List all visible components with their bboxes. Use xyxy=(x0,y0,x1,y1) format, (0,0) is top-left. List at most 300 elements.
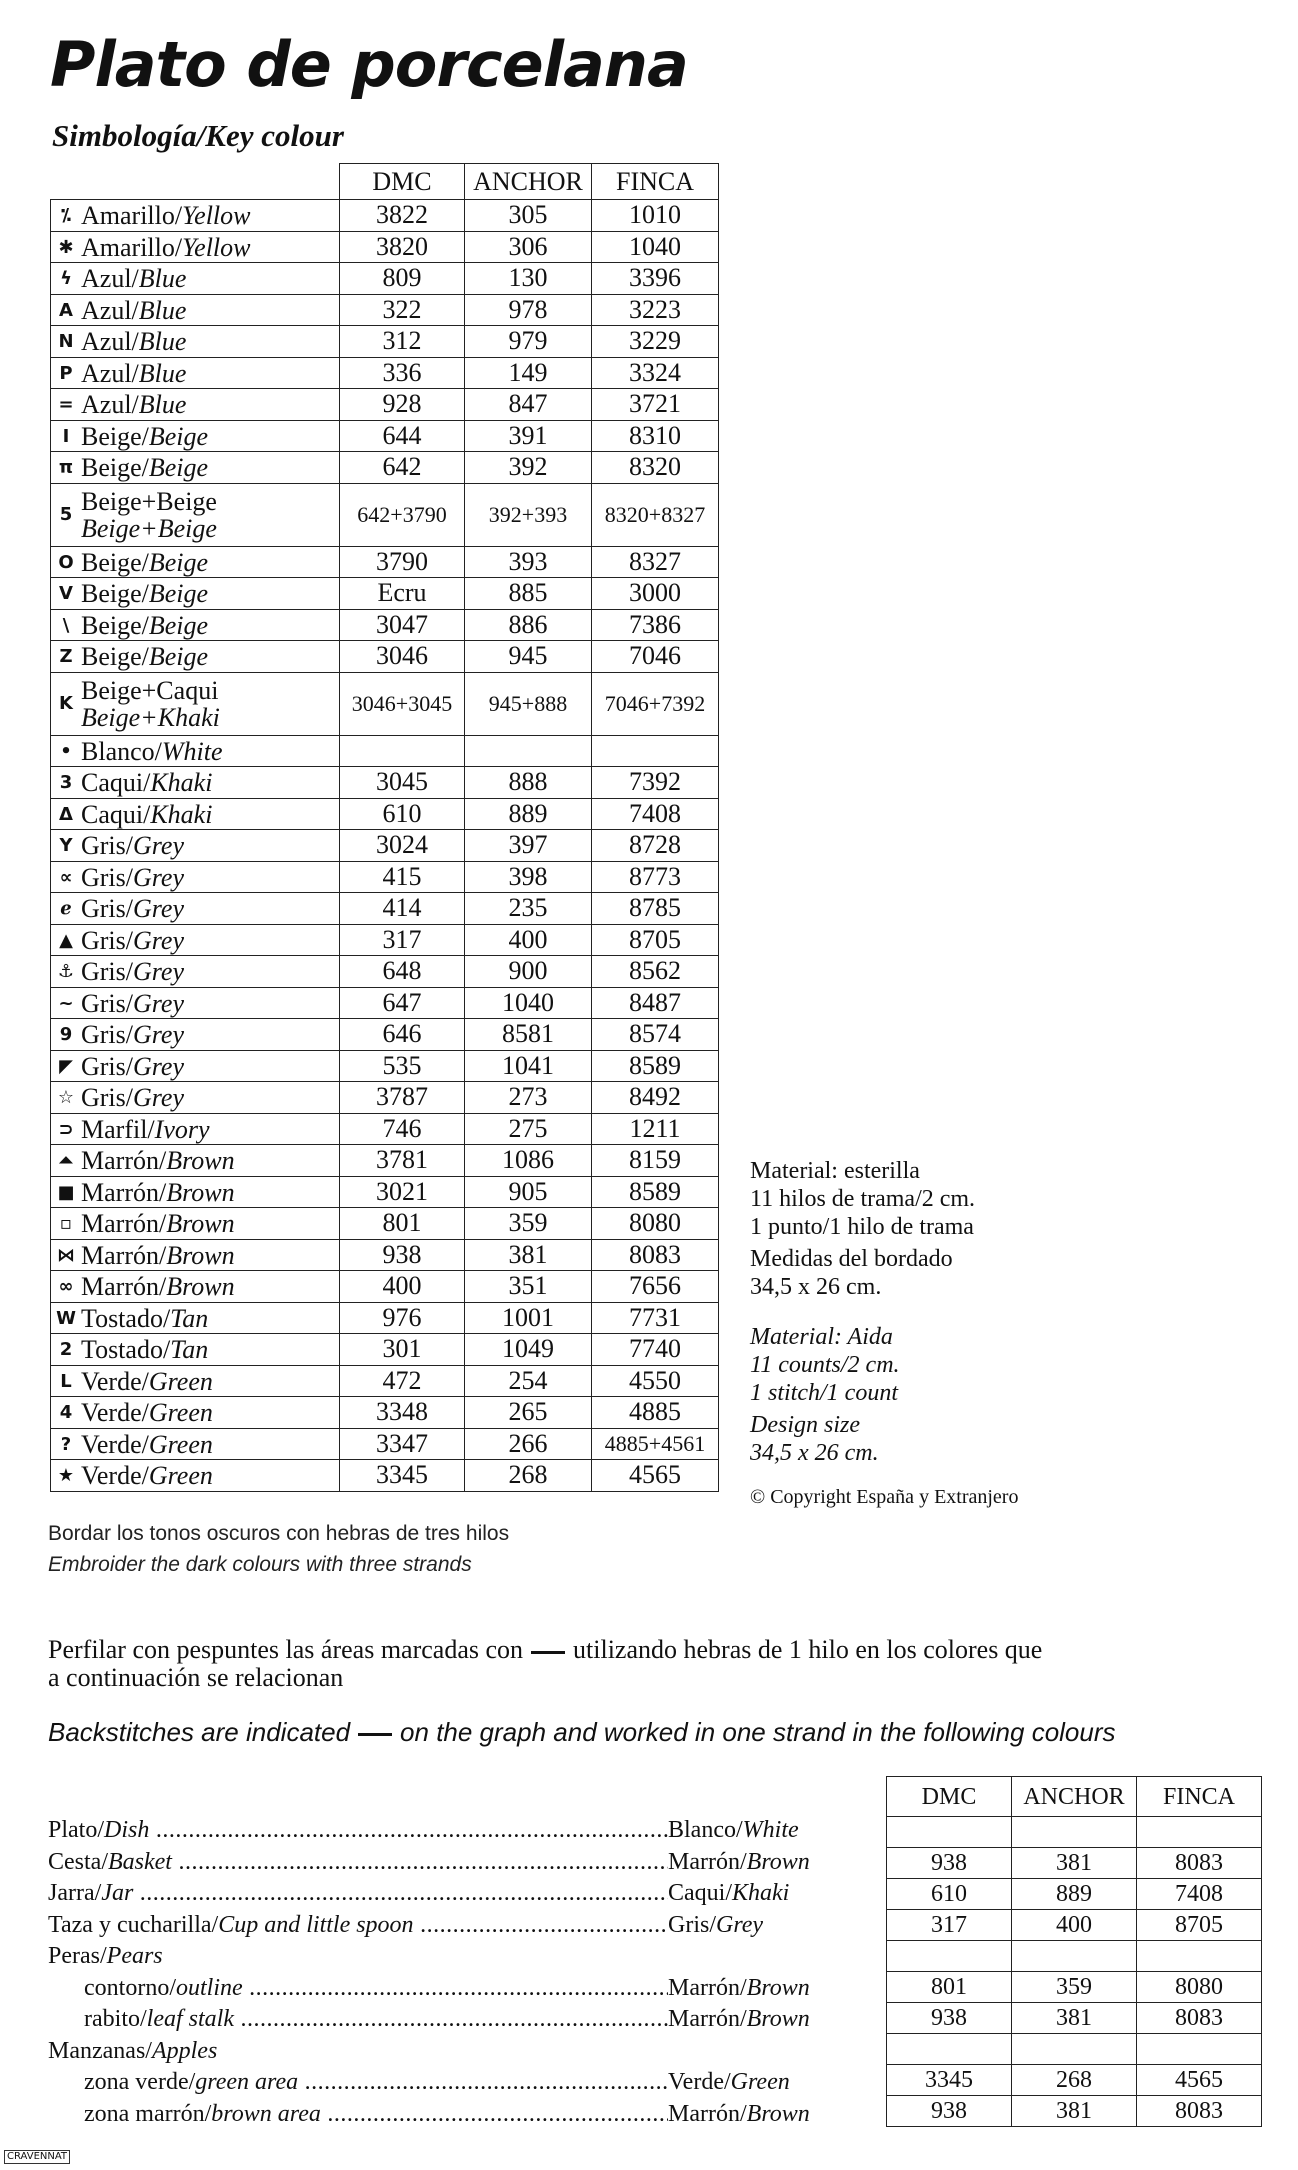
dmc-cell: 3347 xyxy=(340,1428,465,1460)
symbol-icon: V xyxy=(59,583,73,605)
key-row xyxy=(51,861,719,893)
key-color-name: ⚓ Gris/Grey xyxy=(51,956,340,988)
credit-stamp: CRAVENNAT xyxy=(4,2150,70,2164)
color-key-table xyxy=(50,163,719,1492)
backstitch-line-icon xyxy=(531,1651,565,1654)
backstitch-row xyxy=(887,2034,1262,2065)
backstitch-item: contorno/outline ..... Marrón/Brown xyxy=(48,1973,856,2004)
symbol-icon: ϟ xyxy=(60,268,72,290)
page-title: Plato de porcelana xyxy=(50,28,688,101)
backstitch-item: zona marrón/brown area ..... Marrón/Brown xyxy=(48,2099,856,2130)
symbol-icon: I xyxy=(62,425,70,447)
anchor-cell: 8581 xyxy=(465,1019,592,1051)
material-en-2: 11 counts/2 cm. xyxy=(750,1352,900,1378)
symbol-icon: ▲ xyxy=(59,929,73,951)
anchor-cell: 235 xyxy=(465,893,592,925)
material-en-1: Material: Aida xyxy=(750,1324,893,1350)
bs-anchor-cell xyxy=(1012,1817,1137,1848)
finca-cell: 4550 xyxy=(592,1365,719,1397)
anchor-cell xyxy=(465,735,592,767)
bs-finca-cell xyxy=(1137,2034,1262,2065)
key-color-name: W Tostado/Tan xyxy=(51,1302,340,1334)
bs-anchor-cell: 400 xyxy=(1012,1910,1137,1941)
finca-cell: 8562 xyxy=(592,956,719,988)
bs-finca-cell: 4565 xyxy=(1137,2065,1262,2096)
key-row xyxy=(51,609,719,641)
anchor-cell: 392 xyxy=(465,452,592,484)
key-color-name: • Blanco/White xyxy=(51,735,340,767)
anchor-cell: 275 xyxy=(465,1113,592,1145)
header-anchor: ANCHOR xyxy=(465,164,592,200)
key-row xyxy=(51,420,719,452)
finca-cell: 8310 xyxy=(592,420,719,452)
key-row xyxy=(51,830,719,862)
dmc-cell: 472 xyxy=(340,1365,465,1397)
dmc-cell: 746 xyxy=(340,1113,465,1145)
key-color-name: ∝ Gris/Grey xyxy=(51,861,340,893)
dmc-cell: 976 xyxy=(340,1302,465,1334)
anchor-cell: 1086 xyxy=(465,1145,592,1177)
finca-cell: 8773 xyxy=(592,861,719,893)
finca-cell: 3721 xyxy=(592,389,719,421)
backstitch-row xyxy=(887,2065,1262,2096)
anchor-cell: 978 xyxy=(465,294,592,326)
key-row xyxy=(51,735,719,767)
dmc-cell: 312 xyxy=(340,326,465,358)
dmc-cell: 3822 xyxy=(340,200,465,232)
dmc-cell: 648 xyxy=(340,956,465,988)
symbol-icon: L xyxy=(60,1370,72,1392)
key-row xyxy=(51,1082,719,1114)
header-finca: FINCA xyxy=(592,164,719,200)
anchor-cell: 847 xyxy=(465,389,592,421)
symbol-icon: ★ xyxy=(57,1465,75,1487)
bs-finca-cell xyxy=(1137,1941,1262,1972)
header-dmc: DMC xyxy=(340,164,465,200)
finca-cell: 3324 xyxy=(592,357,719,389)
symbol-icon: A xyxy=(59,299,73,321)
key-color-name: Z Beige/Beige xyxy=(51,641,340,673)
key-color-name: ✱ Amarillo/Yellow xyxy=(51,231,340,263)
backstitch-row xyxy=(887,1910,1262,1941)
finca-cell: 8785 xyxy=(592,893,719,925)
anchor-cell: 359 xyxy=(465,1208,592,1240)
dmc-cell: 301 xyxy=(340,1334,465,1366)
key-color-name: I Beige/Beige xyxy=(51,420,340,452)
symbol-icon: O xyxy=(58,551,74,573)
bs-finca-cell: 8083 xyxy=(1137,2003,1262,2034)
finca-cell: 8705 xyxy=(592,924,719,956)
symbol-icon: K xyxy=(59,693,73,714)
backstitch-row xyxy=(887,2096,1262,2127)
finca-cell: 1211 xyxy=(592,1113,719,1145)
backstitch-row xyxy=(887,1972,1262,2003)
symbol-icon: ℯ xyxy=(60,898,72,920)
backstitch-item: Jarra/Jar ..... Caqui/Khaki xyxy=(48,1878,856,1909)
finca-cell: 8320+8327 xyxy=(592,483,719,546)
dmc-cell: 642+3790 xyxy=(340,483,465,546)
symbol-icon: ⁒ xyxy=(60,205,71,227)
backstitch-row xyxy=(887,1817,1262,1848)
key-row xyxy=(51,326,719,358)
finca-cell: 8728 xyxy=(592,830,719,862)
anchor-cell: 945 xyxy=(465,641,592,673)
finca-cell: 8159 xyxy=(592,1145,719,1177)
anchor-cell: 265 xyxy=(465,1397,592,1429)
key-row xyxy=(51,1428,719,1460)
backstitch-item: Cesta/Basket ..... Marrón/Brown xyxy=(48,1847,856,1878)
bs-anchor-cell xyxy=(1012,2034,1137,2065)
finca-cell: 7408 xyxy=(592,798,719,830)
dmc-cell: 415 xyxy=(340,861,465,893)
symbol-icon: ■ xyxy=(57,1181,75,1203)
key-row xyxy=(51,1050,719,1082)
finca-cell: 7392 xyxy=(592,767,719,799)
bs-header-anchor: ANCHOR xyxy=(1012,1777,1137,1817)
key-row xyxy=(51,1176,719,1208)
bs-dmc-cell: 801 xyxy=(887,1972,1012,2003)
material-es-2: 11 hilos de trama/2 cm. xyxy=(750,1186,976,1212)
anchor-cell: 1001 xyxy=(465,1302,592,1334)
finca-cell: 7740 xyxy=(592,1334,719,1366)
backstitch-row xyxy=(887,1848,1262,1879)
key-color-name: V Beige/Beige xyxy=(51,578,340,610)
bs-dmc-cell: 938 xyxy=(887,2096,1012,2127)
anchor-cell: 889 xyxy=(465,798,592,830)
symbol-icon: Δ xyxy=(59,803,73,825)
bs-anchor-cell: 889 xyxy=(1012,1879,1137,1910)
bs-anchor-cell: 381 xyxy=(1012,1848,1137,1879)
key-row xyxy=(51,546,719,578)
key-color-name: ■ Marrón/Brown xyxy=(51,1176,340,1208)
dmc-cell: Ecru xyxy=(340,578,465,610)
bs-header-finca: FINCA xyxy=(1137,1777,1262,1817)
dmc-cell: 317 xyxy=(340,924,465,956)
key-color-name: ◤ Gris/Grey xyxy=(51,1050,340,1082)
finca-cell: 8492 xyxy=(592,1082,719,1114)
copyright-notice: © Copyright España y Extranjero xyxy=(750,1486,1019,1508)
backstitch-row xyxy=(887,2003,1262,2034)
key-color-name: 9 Gris/Grey xyxy=(51,1019,340,1051)
finca-cell: 1010 xyxy=(592,200,719,232)
key-header-row xyxy=(51,164,719,200)
dmc-cell: 322 xyxy=(340,294,465,326)
symbol-icon: ⏶ xyxy=(58,1150,74,1172)
anchor-cell: 1049 xyxy=(465,1334,592,1366)
dmc-cell: 646 xyxy=(340,1019,465,1051)
key-color-name: ~ Gris/Grey xyxy=(51,987,340,1019)
finca-cell: 3396 xyxy=(592,263,719,295)
dmc-cell: 3024 xyxy=(340,830,465,862)
dmc-cell: 3046 xyxy=(340,641,465,673)
dmc-cell: 3348 xyxy=(340,1397,465,1429)
key-color-name: ⏶ Marrón/Brown xyxy=(51,1145,340,1177)
backstitch-item: Plato/Dish ..... Blanco/White xyxy=(48,1815,856,1846)
symbol-icon: P xyxy=(59,362,73,384)
finca-cell: 8589 xyxy=(592,1050,719,1082)
symbol-icon: 9 xyxy=(59,1024,73,1046)
anchor-cell: 400 xyxy=(465,924,592,956)
anchor-cell: 254 xyxy=(465,1365,592,1397)
key-row xyxy=(51,1145,719,1177)
backstitch-table-body xyxy=(887,1817,1262,2127)
dmc-cell: 3781 xyxy=(340,1145,465,1177)
material-es-1: Material: esterilla xyxy=(750,1158,920,1184)
dmc-cell: 3045 xyxy=(340,767,465,799)
key-row xyxy=(51,578,719,610)
anchor-cell: 130 xyxy=(465,263,592,295)
key-color-name: 2 Tostado/Tan xyxy=(51,1334,340,1366)
key-row xyxy=(51,893,719,925)
finca-cell: 4885+4561 xyxy=(592,1428,719,1460)
dmc-cell: 535 xyxy=(340,1050,465,1082)
anchor-cell: 381 xyxy=(465,1239,592,1271)
key-row xyxy=(51,200,719,232)
dmc-cell: 3046+3045 xyxy=(340,672,465,735)
anchor-cell: 393 xyxy=(465,546,592,578)
key-row xyxy=(51,483,719,546)
backstitch-line-icon xyxy=(358,1733,392,1736)
dmc-cell: 809 xyxy=(340,263,465,295)
symbol-icon: 3 xyxy=(59,772,73,794)
bs-anchor-cell: 381 xyxy=(1012,2096,1137,2127)
key-row xyxy=(51,924,719,956)
finca-cell: 7046+7392 xyxy=(592,672,719,735)
dmc-cell: 336 xyxy=(340,357,465,389)
bs-dmc-cell: 317 xyxy=(887,1910,1012,1941)
key-row xyxy=(51,357,719,389)
symbol-icon: ◤ xyxy=(59,1055,73,1077)
finca-cell: 7386 xyxy=(592,609,719,641)
anchor-cell: 905 xyxy=(465,1176,592,1208)
key-row xyxy=(51,1271,719,1303)
bs-dmc-cell xyxy=(887,1941,1012,1972)
bs-finca-cell xyxy=(1137,1817,1262,1848)
material-en-3: 1 stitch/1 count xyxy=(750,1380,898,1406)
anchor-cell: 979 xyxy=(465,326,592,358)
key-row xyxy=(51,1208,719,1240)
key-row xyxy=(51,263,719,295)
key-color-name: = Azul/Blue xyxy=(51,389,340,421)
anchor-cell: 305 xyxy=(465,200,592,232)
bs-dmc-cell: 938 xyxy=(887,2003,1012,2034)
key-row xyxy=(51,389,719,421)
symbol-icon: ~ xyxy=(58,992,74,1014)
anchor-cell: 900 xyxy=(465,956,592,988)
key-row xyxy=(51,956,719,988)
key-color-name: ∞ Marrón/Brown xyxy=(51,1271,340,1303)
key-row xyxy=(51,641,719,673)
symbol-icon: Z xyxy=(59,646,73,668)
key-row xyxy=(51,1302,719,1334)
key-color-name: Δ Caqui/Khaki xyxy=(51,798,340,830)
finca-cell: 7731 xyxy=(592,1302,719,1334)
key-color-name: ▫ Marrón/Brown xyxy=(51,1208,340,1240)
anchor-cell: 351 xyxy=(465,1271,592,1303)
backstitch-instructions-es-2: a continuación se relacionan xyxy=(48,1663,344,1692)
finca-cell: 7046 xyxy=(592,641,719,673)
anchor-cell: 306 xyxy=(465,231,592,263)
symbol-icon: π xyxy=(58,457,74,479)
key-color-name: 4 Verde/Green xyxy=(51,1397,340,1429)
finca-cell: 4565 xyxy=(592,1460,719,1492)
finca-cell: 8083 xyxy=(592,1239,719,1271)
backstitch-item: Peras/Pears xyxy=(48,1943,163,1969)
key-row xyxy=(51,798,719,830)
dmc-cell: 3820 xyxy=(340,231,465,263)
anchor-cell: 398 xyxy=(465,861,592,893)
symbol-icon: 5 xyxy=(59,504,73,525)
symbol-icon: ⊃ xyxy=(58,1118,74,1140)
key-color-name: P Azul/Blue xyxy=(51,357,340,389)
dmc-cell: 928 xyxy=(340,389,465,421)
note-spanish: Bordar los tonos oscuros con hebras de tres hilos xyxy=(48,1522,510,1545)
key-row xyxy=(51,1365,719,1397)
material-en-5: 34,5 x 26 cm. xyxy=(750,1440,879,1466)
material-en-4: Design size xyxy=(750,1412,860,1438)
anchor-cell: 149 xyxy=(465,357,592,389)
key-row xyxy=(51,1460,719,1492)
symbol-icon: • xyxy=(60,740,72,762)
finca-cell: 3229 xyxy=(592,326,719,358)
bs-finca-cell: 7408 xyxy=(1137,1879,1262,1910)
key-row xyxy=(51,1113,719,1145)
material-es-5: 34,5 x 26 cm. xyxy=(750,1274,882,1300)
dmc-cell: 414 xyxy=(340,893,465,925)
key-heading: Simbología/Key colour xyxy=(52,118,344,153)
bs-dmc-cell: 610 xyxy=(887,1879,1012,1910)
finca-cell: 8589 xyxy=(592,1176,719,1208)
key-row xyxy=(51,767,719,799)
dmc-cell: 610 xyxy=(340,798,465,830)
symbol-icon: ∝ xyxy=(59,866,73,888)
key-color-name: π Beige/Beige xyxy=(51,452,340,484)
key-color-name: N Azul/Blue xyxy=(51,326,340,358)
key-row xyxy=(51,987,719,1019)
backstitch-color-table xyxy=(886,1776,1262,2127)
symbol-icon: 2 xyxy=(59,1339,73,1361)
backstitch-item: rabito/leaf stalk ..... Marrón/Brown xyxy=(48,2004,856,2035)
finca-cell: 4885 xyxy=(592,1397,719,1429)
anchor-cell: 1041 xyxy=(465,1050,592,1082)
dmc-cell: 647 xyxy=(340,987,465,1019)
key-color-name: ▲ Gris/Grey xyxy=(51,924,340,956)
symbol-icon: Y xyxy=(59,835,73,857)
bs-anchor-cell: 381 xyxy=(1012,2003,1137,2034)
material-es-4: Medidas del bordado xyxy=(750,1246,953,1272)
dmc-cell: 644 xyxy=(340,420,465,452)
key-color-name: ϟ Azul/Blue xyxy=(51,263,340,295)
key-color-name: K Beige+Caqui Beige+Khaki xyxy=(51,672,340,735)
finca-cell: 7656 xyxy=(592,1271,719,1303)
key-color-name: ⋈ Marrón/Brown xyxy=(51,1239,340,1271)
bs-finca-cell: 8083 xyxy=(1137,1848,1262,1879)
key-row xyxy=(51,672,719,735)
backstitch-row xyxy=(887,1879,1262,1910)
key-row xyxy=(51,1397,719,1429)
symbol-icon: W xyxy=(56,1307,76,1329)
key-table-body xyxy=(51,200,719,1492)
anchor-cell: 888 xyxy=(465,767,592,799)
backstitch-instructions-en: Backstitches are indicated on the graph and worked in one strand in the following colours xyxy=(48,1717,1116,1747)
bs-dmc-cell xyxy=(887,2034,1012,2065)
key-color-name: ℯ Gris/Grey xyxy=(51,893,340,925)
backstitch-item: Manzanas/Apples xyxy=(48,2037,218,2064)
finca-cell: 1040 xyxy=(592,231,719,263)
symbol-icon: ? xyxy=(60,1433,72,1455)
dmc-cell: 3021 xyxy=(340,1176,465,1208)
symbol-icon: ⋈ xyxy=(57,1244,75,1266)
symbol-icon: 4 xyxy=(59,1402,73,1424)
key-row xyxy=(51,294,719,326)
backstitch-row xyxy=(887,1941,1262,1972)
key-color-name: Y Gris/Grey xyxy=(51,830,340,862)
dmc-cell: 3047 xyxy=(340,609,465,641)
bs-anchor-cell: 268 xyxy=(1012,2065,1137,2096)
finca-cell: 8080 xyxy=(592,1208,719,1240)
anchor-cell: 392+393 xyxy=(465,483,592,546)
key-color-name: ? Verde/Green xyxy=(51,1428,340,1460)
symbol-icon: = xyxy=(58,394,74,416)
symbol-icon: N xyxy=(58,331,74,353)
backstitch-item: Taza y cucharilla/Cup and little spoon ..... Gris/Grey xyxy=(48,1910,856,1941)
bs-header-dmc: DMC xyxy=(887,1777,1012,1817)
key-color-name: L Verde/Green xyxy=(51,1365,340,1397)
anchor-cell: 391 xyxy=(465,420,592,452)
bs-finca-cell: 8705 xyxy=(1137,1910,1262,1941)
bs-anchor-cell xyxy=(1012,1941,1137,1972)
symbol-icon: ▫ xyxy=(59,1213,73,1235)
key-color-name: \ Beige/Beige xyxy=(51,609,340,641)
bs-dmc-cell: 938 xyxy=(887,1848,1012,1879)
key-color-name: ★ Verde/Green xyxy=(51,1460,340,1492)
key-row xyxy=(51,452,719,484)
bs-anchor-cell: 359 xyxy=(1012,1972,1137,2003)
anchor-cell: 266 xyxy=(465,1428,592,1460)
dmc-cell: 3345 xyxy=(340,1460,465,1492)
key-color-name: ⊃ Marfil/Ivory xyxy=(51,1113,340,1145)
anchor-cell: 945+888 xyxy=(465,672,592,735)
key-color-name: ☆ Gris/Grey xyxy=(51,1082,340,1114)
dmc-cell: 400 xyxy=(340,1271,465,1303)
key-row xyxy=(51,1019,719,1051)
dmc-cell xyxy=(340,735,465,767)
backstitch-header-row xyxy=(887,1777,1262,1817)
backstitch-instructions-es: Perfilar con pespuntes las áreas marcadas con utilizando hebras de 1 hilo en los colores que xyxy=(48,1635,1043,1664)
material-es-3: 1 punto/1 hilo de trama xyxy=(750,1214,974,1240)
finca-cell: 3000 xyxy=(592,578,719,610)
key-color-name: 3 Caqui/Khaki xyxy=(51,767,340,799)
finca-cell: 8487 xyxy=(592,987,719,1019)
symbol-icon: ☆ xyxy=(57,1087,75,1109)
anchor-cell: 397 xyxy=(465,830,592,862)
key-color-name: ⁒ Amarillo/Yellow xyxy=(51,200,340,232)
key-row xyxy=(51,231,719,263)
anchor-cell: 885 xyxy=(465,578,592,610)
dmc-cell: 801 xyxy=(340,1208,465,1240)
bs-dmc-cell xyxy=(887,1817,1012,1848)
note-english: Embroider the dark colours with three strands xyxy=(48,1553,472,1576)
symbol-icon: ⚓ xyxy=(57,961,75,983)
finca-cell: 8327 xyxy=(592,546,719,578)
symbol-icon: \ xyxy=(62,614,70,636)
dmc-cell: 3790 xyxy=(340,546,465,578)
finca-cell: 8574 xyxy=(592,1019,719,1051)
key-row xyxy=(51,1239,719,1271)
symbol-icon: ✱ xyxy=(58,236,74,258)
key-color-name: 5 Beige+Beige Beige+Beige xyxy=(51,483,340,546)
finca-cell: 8320 xyxy=(592,452,719,484)
